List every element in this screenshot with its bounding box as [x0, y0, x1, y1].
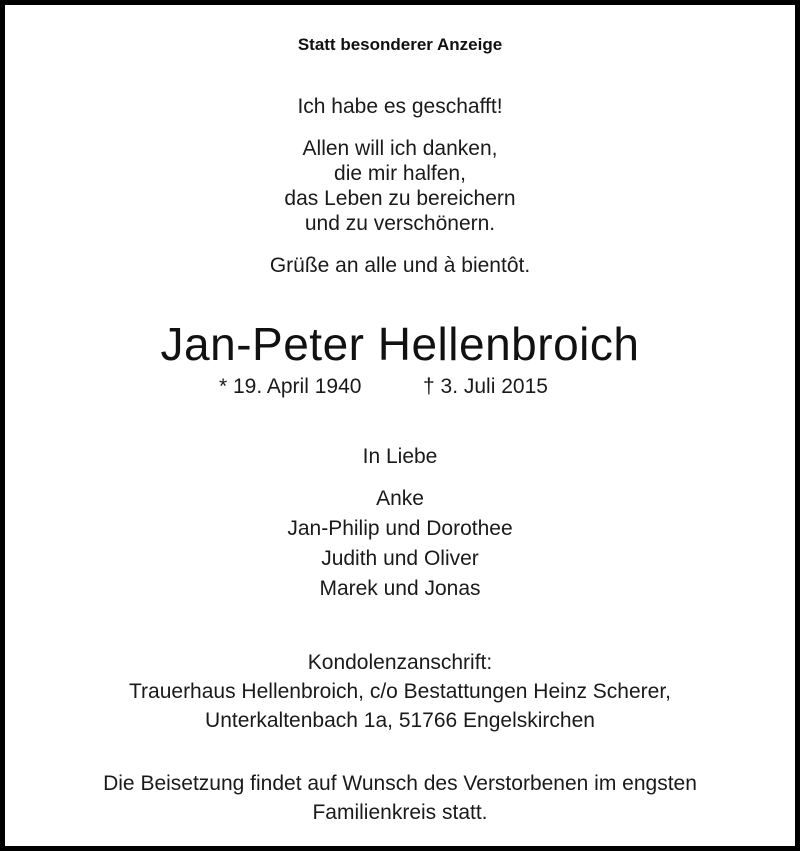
mourner-name: Jan-Philip und Dorothee [287, 517, 513, 540]
verse-farewell: Grüße an alle und à bientôt. [269, 254, 531, 277]
verse-line-1: Ich habe es geschafft! [297, 95, 503, 118]
mourner-name: Marek und Jonas [319, 577, 481, 600]
mourner-name: Judith und Oliver [321, 547, 479, 570]
condolence-address-line-2: Unterkaltenbach 1a, 51766 Engelskirchen [205, 709, 595, 732]
burial-note-line-2: Familienkreis statt. [312, 801, 488, 824]
condolence-label: Kondolenzanschrift: [307, 651, 493, 674]
condolence-address-line-1: Trauerhaus Hellenbroich, c/o Bestattungen Heinz Scherer, [128, 680, 672, 703]
deceased-name: Jan-Peter Hellenbroich [160, 318, 640, 370]
notice-header: Statt besonderer Anzeige [297, 35, 503, 54]
birth-date: * 19. April 1940 [219, 375, 362, 398]
verse-stanza-line-1: Allen will ich danken, [302, 137, 498, 160]
mourner-name: Anke [376, 487, 424, 510]
verse-stanza-line-2: die mir halfen, [334, 162, 466, 185]
death-date: † 3. Juli 2015 [423, 375, 548, 398]
verse-stanza-line-3: das Leben zu bereichern [284, 187, 516, 210]
verse-stanza-line-4: und zu verschönern. [304, 212, 496, 235]
burial-note-line-1: Die Beisetzung findet auf Wunsch des Verstorbenen im engsten [103, 772, 697, 795]
mourners-intro: In Liebe [362, 445, 438, 468]
